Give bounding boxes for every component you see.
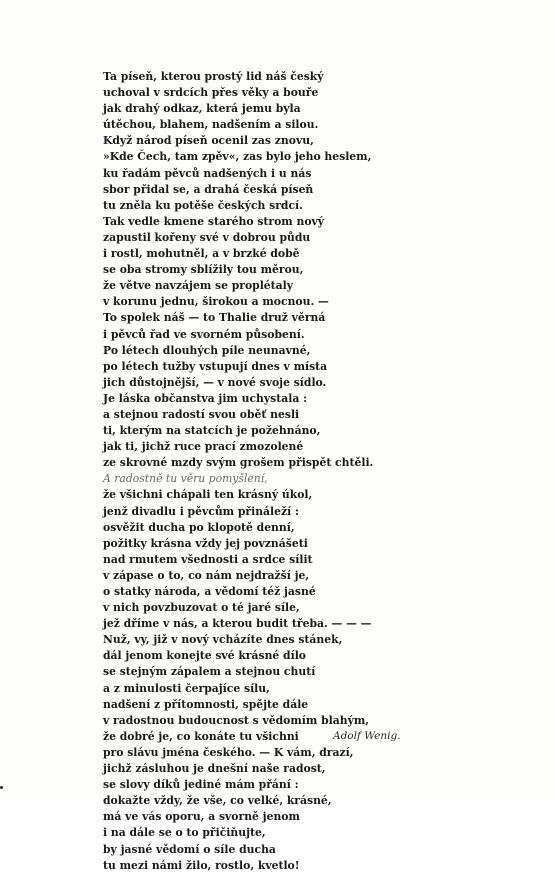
poem-line: jež dříme v nás, a kterou budit třeba. — — — xyxy=(103,617,372,631)
poem-line: Tak vedle kmene starého strom nový xyxy=(103,214,325,228)
poem-line: v radostnou budoucnost s vědomím blahým, xyxy=(103,713,370,727)
poem-line: o statky národa, a vědomí též jasné xyxy=(103,585,316,598)
poem-line: má ve vás oporu, a svorně jenom xyxy=(103,810,300,824)
poem-line: a z minulosti čerpajíce sílu, xyxy=(103,681,270,695)
poem-text xyxy=(103,69,543,874)
poem-line: Ta píseň, kterou prostý lid náš český xyxy=(103,70,324,83)
poem-line: A radostně tu věru pomyšlení, xyxy=(103,472,268,486)
poem-line: jenž divadlu i pěvcům přináleží : xyxy=(103,504,299,518)
poem-line: osvěžit ducha po klopotě denní, xyxy=(103,520,295,534)
poem-line: nad rmutem všednosti a srdce sílit xyxy=(103,552,313,566)
print-speck xyxy=(0,786,3,789)
poem-line: se stejným zápalem a stejnou chutí xyxy=(103,665,316,679)
poem-line: sbor přidal se, a drahá česká píseň xyxy=(103,182,314,196)
poem-line: ku řadám pěvců nadšených i u nás xyxy=(103,166,312,180)
poem-line: To spolek náš — to Thalie druž věrná xyxy=(103,311,326,325)
poem-line: jak ti, jichž ruce prací zmozolené xyxy=(103,440,304,454)
poem-line: pro slávu jména českého. — K vám, drazí, xyxy=(103,745,354,759)
poem-line: že dobré je, co konáte tu všichni xyxy=(103,729,299,743)
poem-line: požitky krásna vždy jej povznášeti xyxy=(103,536,308,550)
poem-line: Je láska občanstva jim uchystala : xyxy=(103,391,308,405)
poem-line: se slovy díků jediné mám přání : xyxy=(103,778,299,792)
poem-line: tu zněla ku potěše českých srdcí. xyxy=(103,198,303,212)
poem-line: v zápase o to, co nám nejdražší je, xyxy=(103,568,310,582)
poem-line: i rostl, mohutněl, a v brzké době xyxy=(103,247,300,261)
poem-line: »Kde Čech, tam zpěv«, zas bylo jeho heslem, xyxy=(103,150,372,164)
poem-line: nadšení z přítomnosti, spějte dále xyxy=(103,697,309,711)
poem-line: dokažte vždy, že vše, co velké, krásné, xyxy=(103,794,332,808)
poem-line: že všichni chápali ten krásný úkol, xyxy=(103,488,313,502)
poem-line: Nuž, vy, již v nový vcházíte dnes stánek, xyxy=(103,633,343,647)
poem-line: ti, kterým na statcích je požehnáno, xyxy=(103,424,321,438)
poem-line: jich důstojnější, — v nové svoje sídlo. xyxy=(103,375,327,389)
poem-line: tu mezi námi žilo, rostlo, kvetlo! xyxy=(103,858,300,872)
poem-line: dál jenom konejte své krásné dílo xyxy=(103,649,306,663)
poem-line: i na dále se o to přičiňujte, xyxy=(103,826,266,840)
poem-line: v korunu jednu, širokou a mocnou. — xyxy=(103,295,329,309)
poem-line: ze skrovné mzdy svým grošem přispět chtěli. xyxy=(103,456,374,470)
poem-line: by jasné vědomí o síle ducha xyxy=(103,842,276,856)
poem-line: Když národ píseň ocenil zas znovu, xyxy=(103,134,314,148)
poem-line: a stejnou radostí svou oběť nesli xyxy=(103,407,300,421)
poem-line: jak drahý odkaz, která jemu byla xyxy=(103,102,301,116)
poem-line: se oba stromy sblížily tou měrou, xyxy=(103,263,304,277)
poem-line: Po létech dlouhých píle neunavné, xyxy=(103,343,311,357)
poem-line: zapustil kořeny své v dobrou půdu xyxy=(103,230,311,244)
poem-line: uchoval v srdcích přes věky a bouře xyxy=(103,86,319,100)
poem-line: že větve navzájem se proplétaly xyxy=(103,279,294,293)
author-signature: Adolf Wenig. xyxy=(333,730,401,742)
poem-line: v nich povzbuzovat o té jaré síle, xyxy=(103,601,300,615)
poem-line: i pěvců řad ve svorném působení. xyxy=(103,327,305,341)
poem-line: po létech tužby vstupují dnes v místa xyxy=(103,359,328,373)
poem-line: útěchou, blahem, nadšením a silou. xyxy=(103,118,319,132)
poem-line: jichž zásluhou je dnešní naše radost, xyxy=(103,762,326,776)
